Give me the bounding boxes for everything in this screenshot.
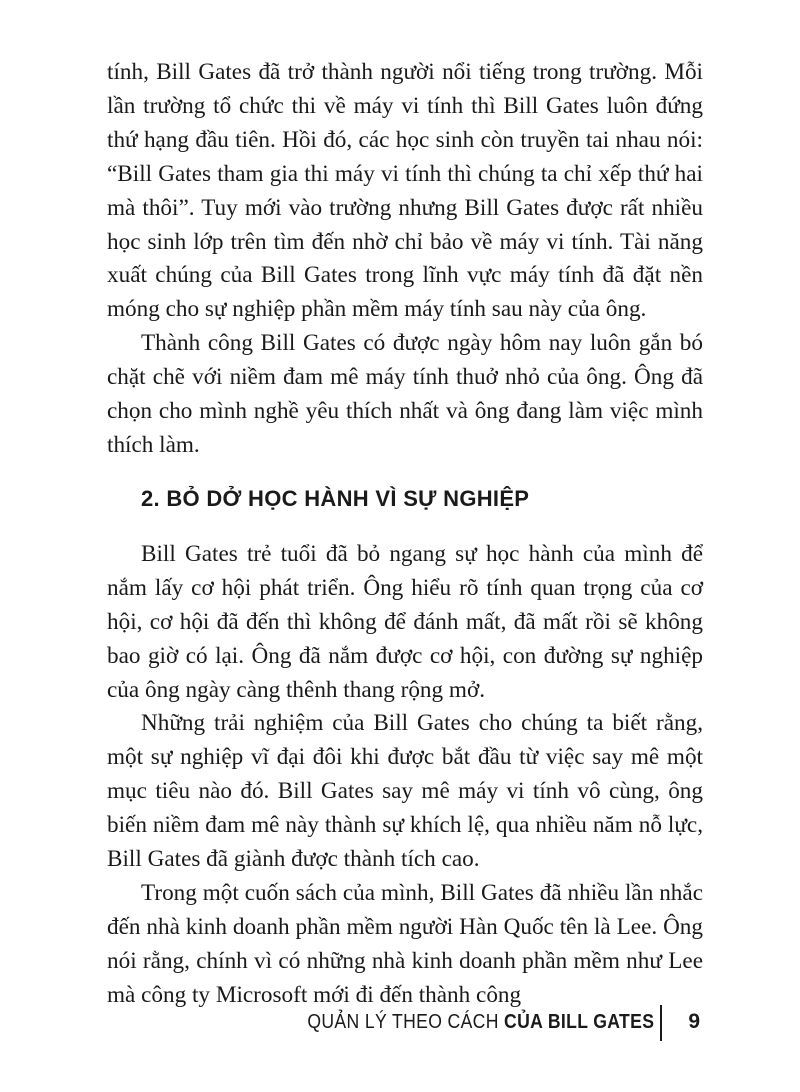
page-body (107, 56, 703, 1013)
paragraph: Trong một cuốn sách của mình, Bill Gates đã nhiều lần nhắc đến nhà kinh doanh phần mềm người Hàn Quốc tên là Lee. Ông nói rằng, chính vì có những nhà kinh doanh phần mềm như Lee mà công ty Microsoft mới đi đến thành công (107, 879, 703, 1008)
running-title (307, 1002, 654, 1042)
footer-separator (660, 1005, 662, 1041)
paragraph: Thành công Bill Gates có được ngày hôm nay luôn gắn bó chặt chẽ với niềm đam mê máy tính thuở nhỏ của ông. Ông đã chọn cho mình nghề yêu thích nhất và ông đang làm việc mình thích làm. (107, 330, 703, 458)
paragraph-continuation: tính, Bill Gates đã trở thành người nổi tiếng trong trường. Mỗi lần trường tổ chức thi về máy vi tính thì Bill Gates luôn đứng thứ hạng đầu tiên. Hồi đó, các học sinh còn truyền tai nhau nói: “Bill Gates tham gia thi máy vi tính thì chúng ta chỉ xếp thứ hai mà thôi”. Tuy mới vào trường nhưng Bill Gates được rất nhiều học sinh lớp trên tìm đến nhờ chỉ bảo về máy vi tính. Tài năng xuất chúng của Bill Gates trong lĩnh vực máy tính đã đặt nền móng cho sự nghiệp phần mềm máy tính sau này của ông. (107, 59, 703, 323)
running-title-regular: QUẢN LÝ THEO CÁCH (306, 1011, 504, 1033)
page-number: 9 (688, 1010, 700, 1033)
running-title-bold: CỦA BILL GATES (503, 1011, 654, 1033)
page-footer (300, 1002, 720, 1042)
section-heading: 2. BỎ DỞ HỌC HÀNH VÌ SỰ NGHIỆP (141, 485, 530, 511)
paragraph: Những trải nghiệm của Bill Gates cho chúng ta biết rằng, một sự nghiệp vĩ đại đôi khi được bắt đầu từ việc say mê một mục tiêu nào đó. Bill Gates say mê máy vi tính vô cùng, ông biến niềm đam mê này thành sự khích lệ, qua nhiều năm nỗ lực, Bill Gates đã giành được thành tích cao. (107, 710, 703, 873)
paragraph: Bill Gates trẻ tuổi đã bỏ ngang sự học hành của mình để nắm lấy cơ hội phát triển. Ông hiểu rõ tính quan trọng của cơ hội, cơ hội đã đến thì không để đánh mất, đã mất rồi sẽ không bao giờ có lại. Ông đã nắm được cơ hội, con đường sự nghiệp của ông ngày càng thênh thang rộng mở. (107, 540, 703, 703)
